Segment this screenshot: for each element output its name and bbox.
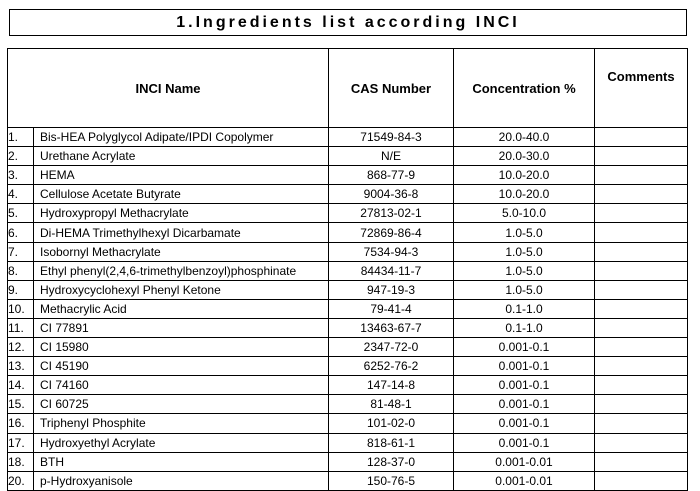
ingredient-name: Ethyl phenyl(2,4,6-trimethylbenzoyl)phosphinate — [40, 263, 297, 278]
ingredient-name: BTH — [40, 454, 64, 469]
concentration: 20.0-40.0 — [454, 128, 595, 147]
table-row — [8, 280, 688, 299]
ingredient-name-cell — [34, 433, 329, 452]
concentration: 0.001-0.1 — [454, 376, 595, 395]
row-number: 7. — [8, 242, 34, 261]
ingredients-table — [7, 48, 688, 491]
table-row — [8, 357, 688, 376]
row-number: 17. — [8, 433, 34, 452]
ingredient-name: CI 77891 — [40, 320, 89, 335]
ingredient-name-cell — [34, 223, 329, 242]
ingredient-name: HEMA — [40, 168, 75, 183]
table-row — [8, 471, 688, 490]
row-number: 6. — [8, 223, 34, 242]
comments-cell — [595, 242, 688, 261]
ingredient-name: CI 74160 — [40, 378, 89, 393]
ingredient-name: Cellulose Acetate Butyrate — [40, 187, 181, 202]
cas-number: 101-02-0 — [329, 414, 454, 433]
table-row — [8, 452, 688, 471]
ingredient-name-cell — [34, 299, 329, 318]
comments-cell — [595, 147, 688, 166]
concentration: 1.0-5.0 — [454, 261, 595, 280]
ingredient-name: Hydroxypropyl Methacrylate — [40, 206, 189, 221]
row-number: 1. — [8, 128, 34, 147]
ingredient-name: CI 15980 — [40, 340, 89, 355]
concentration: 0.001-0.1 — [454, 338, 595, 357]
concentration: 1.0-5.0 — [454, 242, 595, 261]
row-number: 5. — [8, 204, 34, 223]
header-inci-name: INCI Name — [8, 49, 329, 128]
cas-number: 9004-36-8 — [329, 185, 454, 204]
comments-cell — [595, 204, 688, 223]
concentration: 0.1-1.0 — [454, 299, 595, 318]
table-row — [8, 338, 688, 357]
row-number: 18. — [8, 452, 34, 471]
ingredient-name-cell — [34, 471, 329, 490]
table-row — [8, 223, 688, 242]
table-row — [8, 376, 688, 395]
row-number: 3. — [8, 166, 34, 185]
comments-cell — [595, 185, 688, 204]
table-row — [8, 185, 688, 204]
table-row — [8, 433, 688, 452]
ingredient-name: Isobornyl Methacrylate — [40, 244, 161, 259]
cas-number: 84434-11-7 — [329, 261, 454, 280]
table-row — [8, 414, 688, 433]
comments-cell — [595, 166, 688, 185]
comments-cell — [595, 338, 688, 357]
comments-cell — [595, 452, 688, 471]
table-row — [8, 395, 688, 414]
cas-number: 868-77-9 — [329, 166, 454, 185]
concentration: 0.001-0.01 — [454, 452, 595, 471]
cas-number: 2347-72-0 — [329, 338, 454, 357]
row-number: 9. — [8, 280, 34, 299]
ingredient-name-cell — [34, 242, 329, 261]
row-number: 15. — [8, 395, 34, 414]
ingredient-name: p-Hydroxyanisole — [40, 473, 133, 488]
concentration: 1.0-5.0 — [454, 223, 595, 242]
cas-number: 128-37-0 — [329, 452, 454, 471]
ingredient-name-cell — [34, 338, 329, 357]
comments-cell — [595, 471, 688, 490]
ingredient-name-cell — [34, 204, 329, 223]
row-number: 14. — [8, 376, 34, 395]
ingredient-name-cell — [34, 147, 329, 166]
cas-number: 79-41-4 — [329, 299, 454, 318]
row-number: 20. — [8, 471, 34, 490]
comments-cell — [595, 414, 688, 433]
comments-cell — [595, 223, 688, 242]
row-number: 13. — [8, 357, 34, 376]
cas-number: 150-76-5 — [329, 471, 454, 490]
comments-cell — [595, 128, 688, 147]
header-cas-number: CAS Number — [329, 49, 454, 128]
ingredients-table-body — [8, 128, 688, 491]
ingredient-name-cell — [34, 452, 329, 471]
ingredient-name-cell — [34, 395, 329, 414]
ingredient-name: Bis-HEA Polyglycol Adipate/IPDI Copolymer — [40, 130, 274, 145]
ingredient-name: Urethane Acrylate — [40, 149, 136, 164]
concentration: 20.0-30.0 — [454, 147, 595, 166]
ingredient-name-cell — [34, 414, 329, 433]
ingredient-name-cell — [34, 128, 329, 147]
comments-cell — [595, 433, 688, 452]
table-row — [8, 147, 688, 166]
cas-number: N/E — [329, 147, 454, 166]
cas-number: 147-14-8 — [329, 376, 454, 395]
ingredient-name-cell — [34, 261, 329, 280]
concentration: 10.0-20.0 — [454, 185, 595, 204]
table-row — [8, 204, 688, 223]
table-row — [8, 299, 688, 318]
comments-cell — [595, 395, 688, 414]
ingredient-name-cell — [34, 185, 329, 204]
row-number: 12. — [8, 338, 34, 357]
row-number: 11. — [8, 318, 34, 337]
cas-number: 27813-02-1 — [329, 204, 454, 223]
table-header-row — [8, 49, 688, 128]
ingredient-name-cell — [34, 280, 329, 299]
table-row — [8, 128, 688, 147]
concentration: 0.1-1.0 — [454, 318, 595, 337]
cas-number: 72869-86-4 — [329, 223, 454, 242]
ingredient-name-cell — [34, 376, 329, 395]
ingredient-name: Triphenyl Phosphite — [40, 416, 146, 431]
concentration: 0.001-0.1 — [454, 414, 595, 433]
ingredient-name-cell — [34, 318, 329, 337]
comments-cell — [595, 299, 688, 318]
header-comments: Comments — [595, 49, 688, 128]
ingredient-name: Methacrylic Acid — [40, 301, 127, 316]
row-number: 10. — [8, 299, 34, 318]
comments-cell — [595, 318, 688, 337]
table-row — [8, 166, 688, 185]
header-concentration: Concentration % — [454, 49, 595, 128]
cas-number: 71549-84-3 — [329, 128, 454, 147]
ingredient-name-cell — [34, 166, 329, 185]
ingredient-name: CI 45190 — [40, 359, 89, 374]
cas-number: 947-19-3 — [329, 280, 454, 299]
cas-number: 818-61-1 — [329, 433, 454, 452]
cas-number: 6252-76-2 — [329, 357, 454, 376]
comments-cell — [595, 261, 688, 280]
ingredient-name: CI 60725 — [40, 397, 89, 412]
concentration: 10.0-20.0 — [454, 166, 595, 185]
table-row — [8, 242, 688, 261]
comments-cell — [595, 376, 688, 395]
concentration: 0.001-0.1 — [454, 395, 595, 414]
cas-number: 7534-94-3 — [329, 242, 454, 261]
concentration: 0.001-0.1 — [454, 433, 595, 452]
row-number: 2. — [8, 147, 34, 166]
concentration: 5.0-10.0 — [454, 204, 595, 223]
table-row — [8, 261, 688, 280]
concentration: 1.0-5.0 — [454, 280, 595, 299]
ingredient-name: Hydroxyethyl Acrylate — [40, 435, 156, 450]
row-number: 4. — [8, 185, 34, 204]
table-row — [8, 318, 688, 337]
row-number: 8. — [8, 261, 34, 280]
concentration: 0.001-0.1 — [454, 357, 595, 376]
ingredient-name-cell — [34, 357, 329, 376]
cas-number: 13463-67-7 — [329, 318, 454, 337]
ingredient-name: Di-HEMA Trimethylhexyl Dicarbamate — [40, 225, 241, 240]
document-title: 1.Ingredients list according INCI — [9, 9, 687, 36]
comments-cell — [595, 280, 688, 299]
cas-number: 81-48-1 — [329, 395, 454, 414]
row-number: 16. — [8, 414, 34, 433]
concentration: 0.001-0.01 — [454, 471, 595, 490]
ingredient-name: Hydroxycyclohexyl Phenyl Ketone — [40, 282, 221, 297]
comments-cell — [595, 357, 688, 376]
